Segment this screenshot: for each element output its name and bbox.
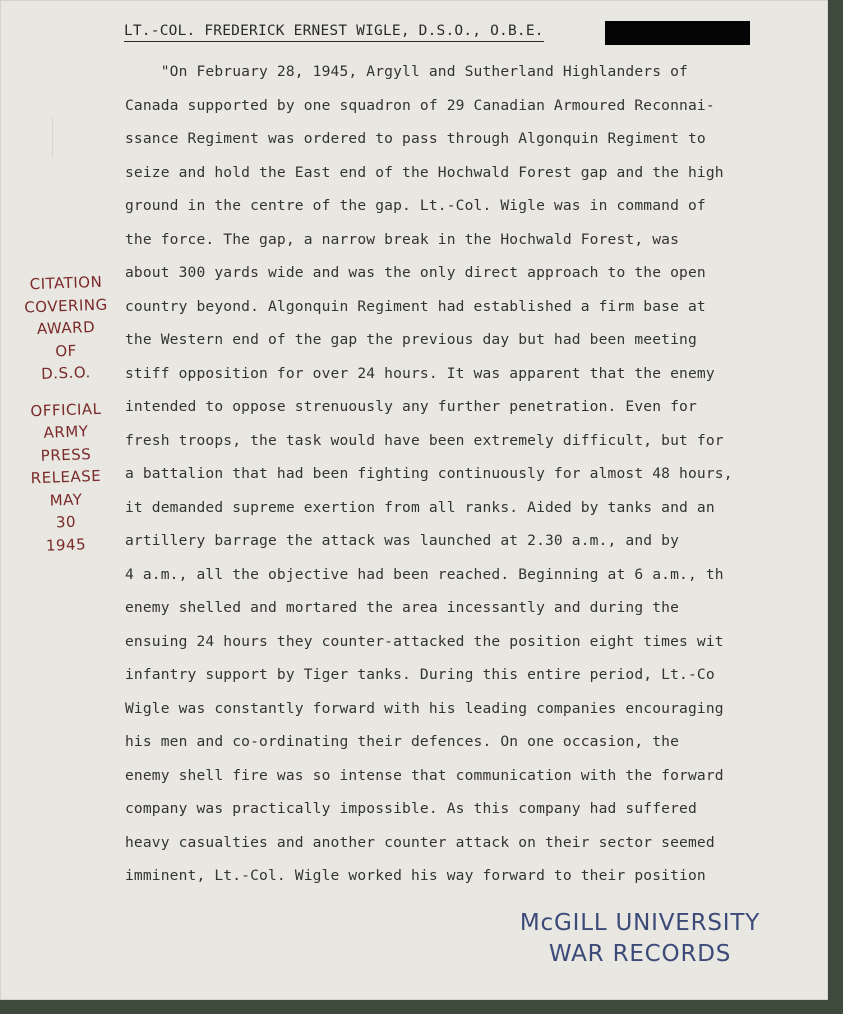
- stamp-line-collection: WAR RECORDS: [548, 941, 732, 967]
- text-line: heavy casualties and another counter attack on their sector seemed: [125, 833, 715, 851]
- text-line: his men and co-ordinating their defences. On one occasion, the: [125, 733, 680, 750]
- margin-note-line: ARMY: [43, 422, 89, 442]
- text-line: seize and hold the East end of the Hochwald Forest gap and the high: [125, 163, 724, 181]
- text-line: ensuing 24 hours they counter-attacked the position eight times wit: [125, 632, 724, 650]
- text-line: Wigle was constantly forward with his leading companies encouraging: [125, 699, 724, 717]
- margin-note-line: D.S.O.: [40, 363, 92, 383]
- text-line: 4 a.m., all the objective had been reached. Beginning at 6 a.m., th: [125, 565, 724, 583]
- text-line: Canada supported by one squadron of 29 Canadian Armoured Reconnai-: [125, 96, 715, 114]
- text-line: intended to oppose strenuously any further penetration. Even for: [125, 398, 697, 415]
- text-line: it demanded supreme exertion from all ranks. Aided by tanks and an: [125, 498, 715, 516]
- handwritten-margin-note: [16, 272, 116, 556]
- margin-note-line: PRESS: [40, 444, 92, 465]
- margin-note-line: RELEASE: [30, 466, 102, 488]
- text-line: the force. The gap, a narrow break in the Hochwald Forest, was: [125, 230, 680, 248]
- text-line: imminent, Lt.-Col. Wigle worked his way forward to their position: [125, 867, 706, 884]
- margin-note-line: 1945: [45, 534, 87, 555]
- margin-note-line: OFFICIAL: [30, 399, 102, 420]
- text-line: a battalion that had been fighting continuously for almost 48 hours,: [125, 465, 733, 482]
- faint-pencil-mark: [52, 118, 75, 158]
- text-line: "On February 28, 1945, Argyll and Sutherland Highlanders of: [125, 63, 688, 80]
- text-line: about 300 yards wide and was the only direct approach to the open: [125, 264, 706, 281]
- text-line: stiff opposition for over 24 hours. It was apparent that the enemy: [125, 364, 715, 382]
- text-line: the Western end of the gap the previous day but had been meeting: [125, 331, 697, 348]
- text-line: fresh troops, the task would have been extremely difficult, but for: [125, 431, 724, 449]
- margin-note-line: 30: [55, 512, 77, 532]
- margin-note-line: OF: [54, 341, 78, 360]
- text-line: infantry support by Tiger tanks. During this entire period, Lt.-Co: [125, 666, 715, 683]
- margin-note-line: MAY: [49, 489, 83, 510]
- text-line: ground in the centre of the gap. Lt.-Col. Wigle was in command of: [125, 197, 706, 214]
- text-line: country beyond. Algonquin Regiment had established a firm base at: [125, 297, 706, 315]
- document-heading: LT.-COL. FREDERICK ERNEST WIGLE, D.S.O., O.B.E.: [124, 22, 544, 42]
- citation-body: [125, 55, 815, 893]
- text-line: enemy shelled and mortared the area incessantly and during the: [125, 599, 680, 616]
- margin-note-line: COVERING: [23, 295, 108, 316]
- text-line: enemy shell fire was so intense that communication with the forward: [125, 766, 724, 784]
- text-line: company was practically impossible. As this company had suffered: [125, 800, 697, 817]
- archive-stamp: [500, 908, 780, 970]
- margin-note-line: CITATION: [29, 272, 103, 294]
- stamp-line-institution: McGILL UNIVERSITY: [519, 910, 761, 936]
- text-line: artillery barrage the attack was launched at 2.30 a.m., and by: [125, 532, 680, 549]
- text-line: ssance Regiment was ordered to pass through Algonquin Regiment to: [125, 130, 706, 147]
- redaction-bar: [605, 21, 750, 45]
- margin-note-line: AWARD: [36, 317, 96, 339]
